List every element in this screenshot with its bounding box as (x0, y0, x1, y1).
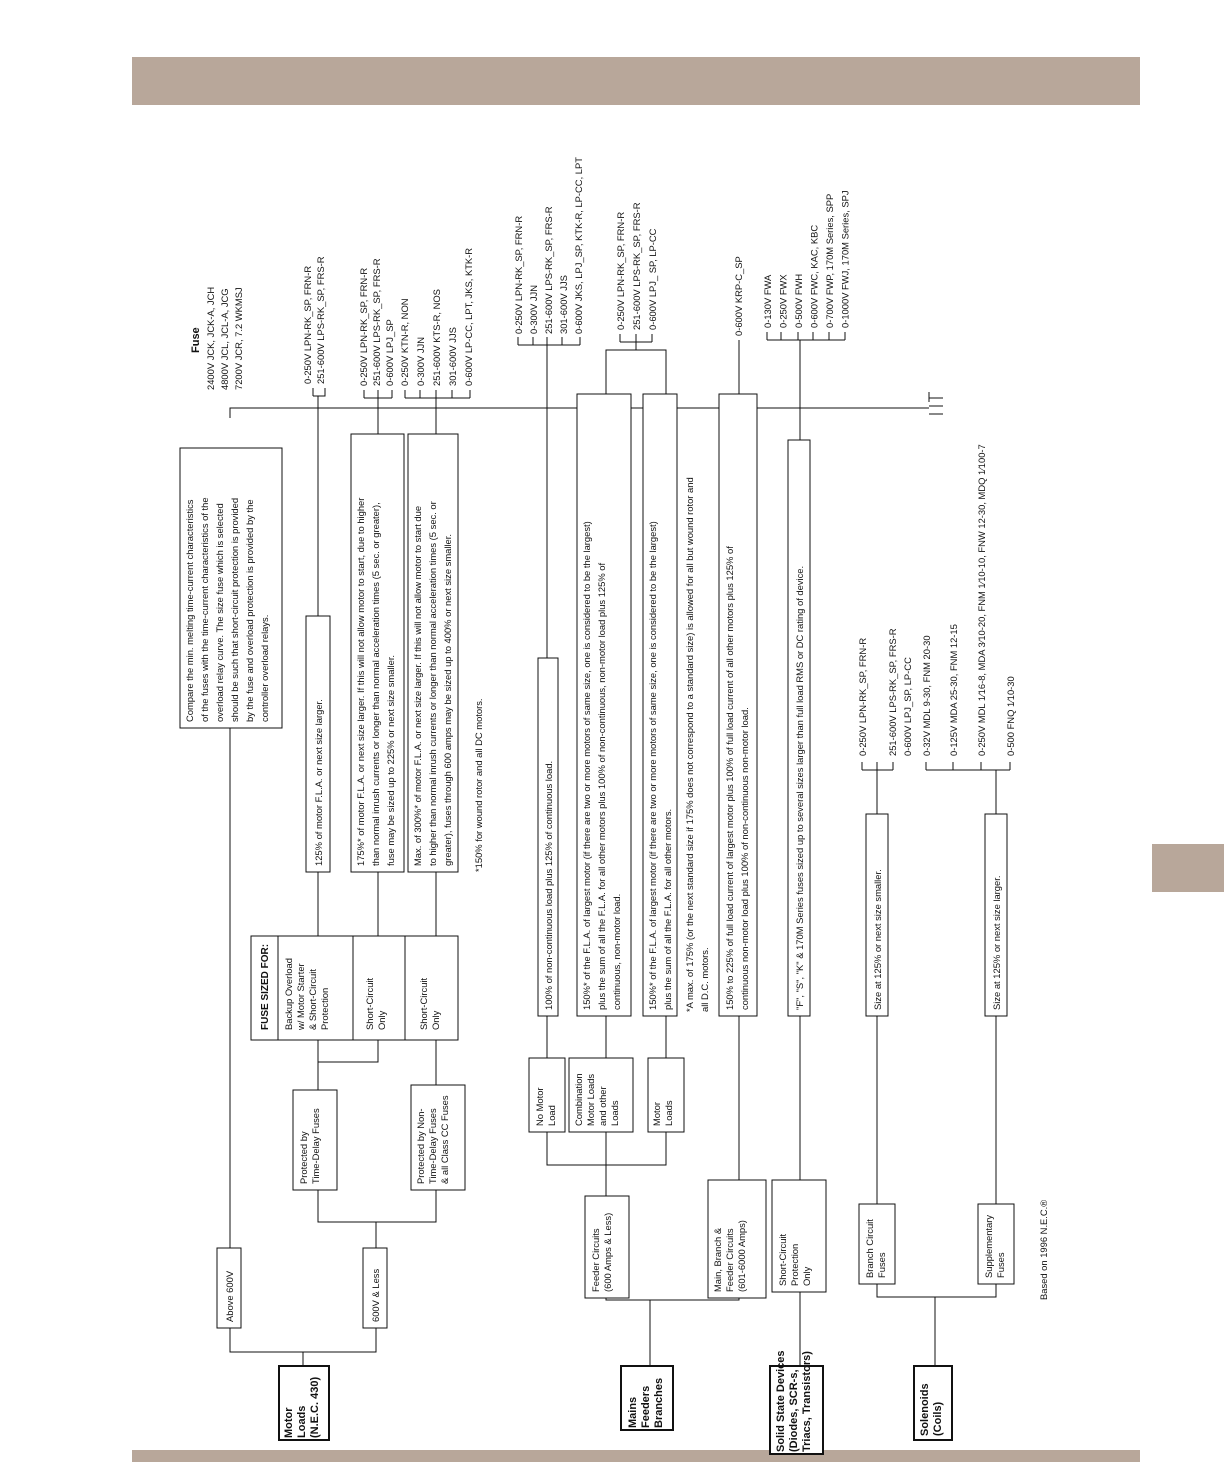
svg-text:Only: Only (376, 1010, 387, 1030)
svg-text:0-300V JJN: 0-300V JJN (415, 337, 426, 386)
branch-circuit-fuses-box (859, 1204, 895, 1284)
svg-text:Fuses: Fuses (876, 1252, 887, 1278)
svg-text:0-500V FWH: 0-500V FWH (793, 273, 804, 328)
svg-text:of the fuses with the time-cur: of the fuses with the time-current characteristics of the (199, 497, 210, 722)
footnote-175-percent (684, 477, 710, 1012)
svg-text:150%* of the F.L.A. of largest: 150%* of the F.L.A. of largest motor (if there are two or more motors of same size, one is considered to be the largest) (647, 521, 658, 1010)
short-circuit-protection-only-box (772, 1180, 826, 1292)
svg-text:Time-Delay Fuses: Time-Delay Fuses (427, 1108, 438, 1184)
fuses-125-percent (302, 256, 326, 384)
fuses-solid-state (762, 190, 851, 328)
above-600v-box (217, 1248, 241, 1328)
category-label: Solid State Devices (775, 1350, 787, 1452)
svg-text:251-600V LPS-RK_SP, FRS-R: 251-600V LPS-RK_SP, FRS-R (631, 202, 642, 330)
category-label: (Coils) (932, 1401, 944, 1436)
svg-text:overload relay curve. The size: overload relay curve. The size fuse which is selected (214, 503, 225, 722)
fuses-175-percent (358, 258, 395, 386)
svg-text:0-130V FWA: 0-130V FWA (762, 274, 773, 328)
svg-text:2400V JCK, JCK-A, JCH: 2400V JCK, JCK-A, JCH (205, 286, 216, 390)
fuses-above-600v (205, 287, 244, 390)
svg-text:150%* of the F.L.A. of largest: 150%* of the F.L.A. of largest motor (if there are two or more motors of same size, one is considered to be the largest) (581, 521, 592, 1010)
svg-text:Short-Circuit: Short-Circuit (418, 977, 429, 1030)
fuses-no-motor-load (513, 157, 584, 334)
non-time-delay-fuses-box (411, 1085, 465, 1190)
svg-text:Protection: Protection (319, 987, 330, 1030)
no-motor-load-box (529, 1058, 565, 1132)
fuses-300-percent (399, 248, 474, 386)
svg-text:continuous, non-motor load.: continuous, non-motor load. (611, 893, 622, 1010)
svg-text:Motor Loads: Motor Loads (585, 1073, 596, 1126)
category-mains-feeders-branches (621, 1366, 673, 1430)
svg-text:301-600V JJS: 301-600V JJS (558, 275, 569, 334)
compare-characteristics-note (180, 448, 282, 728)
fuse-sized-for-table (251, 936, 458, 1040)
main-branch-feeder-box (708, 1180, 766, 1298)
svg-text:and other: and other (597, 1086, 608, 1126)
fuse-heading: Fuse (190, 327, 202, 353)
rule-large-feeders-box (719, 394, 757, 1016)
svg-text:600V & Less: 600V & Less (370, 1268, 381, 1322)
footnote-150-percent: *150% for wound rotor and all DC motors. (473, 698, 484, 872)
svg-text:Protection: Protection (789, 1243, 800, 1286)
svg-text:150% to 225% of full load curr: 150% to 225% of full load current of largest motor plus 100% of full load current of all other motors plus 125% of (724, 546, 735, 1010)
svg-text:Compare the min. melting time-: Compare the min. melting time-current characteristics (184, 499, 195, 722)
svg-text:Only: Only (430, 1010, 441, 1030)
category-label: Motor (283, 1407, 295, 1438)
category-solenoids (914, 1366, 952, 1440)
svg-text:plus the sum of all the F.L.A.: plus the sum of all the F.L.A. for all other motors. (662, 808, 673, 1010)
svg-text:0-250V LPN-RK_SP, FRN-R: 0-250V LPN-RK_SP, FRN-R (302, 265, 313, 384)
svg-text:7200V JCR, 7.2 WKMSJ: 7200V JCR, 7.2 WKMSJ (233, 287, 244, 390)
svg-text:0-125V MDA 25-30, FNM 12-15: 0-125V MDA 25-30, FNM 12-15 (948, 624, 959, 756)
svg-text:Loads: Loads (663, 1100, 674, 1126)
fuses-combination-motor (615, 202, 658, 330)
600v-and-less-box (363, 1248, 387, 1328)
svg-text:0-500 FNQ 1⁄10-30: 0-500 FNQ 1⁄10-30 (1005, 676, 1016, 756)
svg-text:greater), fuses through 600 am: greater), fuses through 600 amps may be sized up to 400% or next size smaller. (442, 534, 453, 866)
svg-text:Combination: Combination (573, 1073, 584, 1126)
svg-text:Feeder Circuits: Feeder Circuits (724, 1228, 735, 1292)
combination-loads-box (569, 1058, 633, 1132)
svg-text:Protected by Non-: Protected by Non- (415, 1108, 426, 1184)
svg-text:*A max. of 175% (or the next s: *A max. of 175% (or the next standard size if 175% does not correspond to a standard size) is allowed for all but wound rotor and (684, 477, 695, 1012)
svg-text:& all Class CC Fuses: & all Class CC Fuses (439, 1095, 450, 1184)
svg-text:Branch Circuit: Branch Circuit (864, 1219, 875, 1278)
supplementary-fuses-box (978, 1204, 1014, 1284)
category-label: Loads (296, 1405, 308, 1438)
category-label: Feeders (640, 1385, 652, 1428)
svg-text:by the fuse and overload prote: by the fuse and overload protection is provided by the (244, 499, 255, 722)
svg-text:to higher than normal inrush c: to higher than normal inrush currents or longer than normal acceleration times (5 sec. or (427, 501, 438, 866)
svg-text:0-700V FWP, 170M Series, SPP: 0-700V FWP, 170M Series, SPP (824, 193, 835, 328)
svg-text:0-600V JKS, LPJ_SP, KTK-R, LP-: 0-600V JKS, LPJ_SP, KTK-R, LP-CC, LPT (573, 157, 584, 334)
svg-text:4800V JCL, JCL-A, JCG: 4800V JCL, JCL-A, JCG (219, 288, 230, 390)
svg-text:0-250V KTN-R, NON: 0-250V KTN-R, NON (399, 298, 410, 386)
svg-text:0-250V LPN-RK_SP, FRN-R: 0-250V LPN-RK_SP, FRN-R (857, 637, 868, 756)
svg-text:0-600V LP-CC, LPT, JKS, KTK-R: 0-600V LP-CC, LPT, JKS, KTK-R (463, 247, 474, 386)
svg-text:0-300V JJN: 0-300V JJN (528, 285, 539, 334)
rule-solid-state-box (788, 440, 810, 1016)
fuses-branch-circuit (857, 628, 913, 756)
svg-text:0-250V LPN-RK_SP, FRN-R: 0-250V LPN-RK_SP, FRN-R (358, 267, 369, 386)
rule-175-percent-box (351, 434, 404, 872)
svg-text:0-600V FWC, KAC, KBC: 0-600V FWC, KAC, KBC (808, 224, 820, 328)
svg-text:continuous non-motor load plus: continuous non-motor load plus 100% of non-continuous non-motor load. (739, 707, 750, 1010)
svg-text:Max. of 300%* of motor F.L.A.: Max. of 300%* of motor F.L.A. or next size larger. If this will not allow motor to start due (412, 505, 423, 866)
svg-text:Motor: Motor (651, 1102, 662, 1126)
svg-text:251-600V KTS-R, NOS: 251-600V KTS-R, NOS (431, 289, 442, 386)
fuses-supplementary (921, 444, 1016, 756)
rule-size-smaller-box (866, 814, 888, 1016)
svg-text:251-600V LPS-RK_SP, FRS-R: 251-600V LPS-RK_SP, FRS-R (315, 256, 326, 384)
category-label: Triacs, Transistors) (801, 1351, 813, 1452)
svg-text:100% of non-continuous load pl: 100% of non-continuous load plus 125% of continuous load. (543, 760, 554, 1010)
rule-100-percent-box (538, 658, 558, 1016)
svg-text:Above 600V: Above 600V (224, 1270, 235, 1322)
svg-text:Fuses: Fuses (995, 1252, 1006, 1278)
rule-combination-box (577, 394, 631, 1016)
rule-300-percent-box (408, 434, 458, 872)
svg-text:Loads: Loads (609, 1100, 620, 1126)
svg-text:175%* of motor F.L.A. or next: 175%* of motor F.L.A. or next size larger. If this will not allow motor to start, due to higher (355, 497, 366, 866)
svg-text:251-600V LPS-RK_SP, FRS-R: 251-600V LPS-RK_SP, FRS-R (371, 258, 382, 386)
category-label: Branches (653, 1377, 665, 1428)
svg-text:Short-Circuit: Short-Circuit (364, 977, 375, 1030)
rule-motor-loads-box (643, 394, 677, 1016)
svg-text:"F", "S", "K" & 170M Series fu: "F", "S", "K" & 170M Series fuses sized up to several sizes larger than full load RMS or DC rating of device. (794, 565, 805, 1010)
svg-text:& Short-Circuit: & Short-Circuit (307, 969, 318, 1030)
svg-text:Short-Circuit: Short-Circuit (777, 1233, 788, 1286)
category-label: (Diodes, SCR-s, (788, 1369, 800, 1452)
svg-text:all D.C. motors.: all D.C. motors. (699, 947, 710, 1012)
footer-note: Based on 1996 N.E.C.® (1038, 1199, 1049, 1300)
svg-text:0-250V LPN-RK_SP, FRN-R: 0-250V LPN-RK_SP, FRN-R (513, 215, 524, 334)
svg-text:0-600V LPJ_SP: 0-600V LPJ_SP (384, 319, 395, 386)
svg-text:0-1000V FWJ, 170M Series, SPJ: 0-1000V FWJ, 170M Series, SPJ (839, 190, 851, 328)
svg-text:Only: Only (801, 1266, 812, 1286)
category-label: Mains (627, 1396, 639, 1428)
svg-text:than normal inrush currents or: than normal inrush currents or longer than normal acceleration times (5 sec. or greater), (370, 502, 381, 866)
svg-text:251-600V LPS-RK_SP, FRS-R: 251-600V LPS-RK_SP, FRS-R (887, 628, 898, 756)
svg-text:fuse may be sized up to 225% o: fuse may be sized up to 225% or next size smaller. (385, 654, 396, 866)
svg-text:Time-Delay Fuses: Time-Delay Fuses (310, 1108, 321, 1184)
svg-text:0-250V FWX: 0-250V FWX (777, 274, 789, 328)
svg-text:251-600V LPS-RK_SP, FRS-R: 251-600V LPS-RK_SP, FRS-R (543, 206, 554, 334)
svg-text:(600 Amps & Less): (600 Amps & Less) (602, 1212, 613, 1292)
svg-text:plus the sum of all the F.L.A.: plus the sum of all the F.L.A. for all other motors plus 100% of non-continuous, non-motor load plus 125% of (596, 562, 607, 1010)
svg-text:301-600V JJS: 301-600V JJS (447, 327, 458, 386)
category-label: Solenoids (919, 1383, 931, 1436)
svg-text:No Motor: No Motor (534, 1087, 545, 1126)
svg-text:Size at 125% or next size smal: Size at 125% or next size smaller. (872, 869, 883, 1010)
svg-text:w/ Motor Starter: w/ Motor Starter (295, 963, 306, 1030)
svg-text:0-600V LPJ_ SP, LP-CC: 0-600V LPJ_ SP, LP-CC (647, 228, 658, 330)
svg-text:controller overload relays.: controller overload relays. (259, 614, 270, 722)
svg-text:125% of motor F.L.A. or next s: 125% of motor F.L.A. or next size larger. (313, 699, 324, 866)
svg-text:0-32V MDL 9-30, FNM 20-30: 0-32V MDL 9-30, FNM 20-30 (921, 635, 932, 756)
rule-125-percent-box (306, 616, 330, 872)
svg-text:Size at 125% or next size larg: Size at 125% or next size larger. (991, 875, 1002, 1010)
svg-text:0-250V MDL 1⁄16-8, MDA 3⁄10-20: 0-250V MDL 1⁄16-8, MDA 3⁄10-20, FNM 1⁄10-10, FNW 12-30, MDQ 1⁄100-7 (976, 444, 987, 756)
rule-size-larger-box (985, 814, 1007, 1016)
motor-loads-box (648, 1058, 684, 1132)
svg-text:Main, Branch &: Main, Branch & (712, 1227, 723, 1292)
category-label: (N.E.C. 430) (309, 1376, 321, 1438)
svg-text:(601-6000 Amps): (601-6000 Amps) (736, 1220, 747, 1292)
svg-text:Backup Overload: Backup Overload (283, 958, 294, 1030)
svg-text:FUSE SIZED FOR:: FUSE SIZED FOR: (260, 943, 271, 1030)
svg-text:Protected by: Protected by (298, 1131, 309, 1184)
fuses-large-feeders: 0-600V KRP-C_SP (733, 256, 744, 336)
svg-text:0-250V LPN-RK_SP, FRN-R: 0-250V LPN-RK_SP, FRN-R (615, 211, 626, 330)
time-delay-fuses-box (293, 1090, 337, 1190)
svg-text:Load: Load (546, 1105, 557, 1126)
svg-text:should be such that short-circ: should be such that short-circuit protection is provided (229, 497, 240, 722)
svg-text:Feeder Circuits: Feeder Circuits (590, 1228, 601, 1292)
category-motor-loads (279, 1366, 329, 1440)
svg-text:Supplementary: Supplementary (983, 1214, 994, 1278)
svg-text:0-600V LPJ_SP, LP-CC: 0-600V LPJ_SP, LP-CC (902, 657, 913, 756)
feeder-circuits-600-box (585, 1196, 629, 1298)
category-solid-state-devices (770, 1351, 823, 1455)
